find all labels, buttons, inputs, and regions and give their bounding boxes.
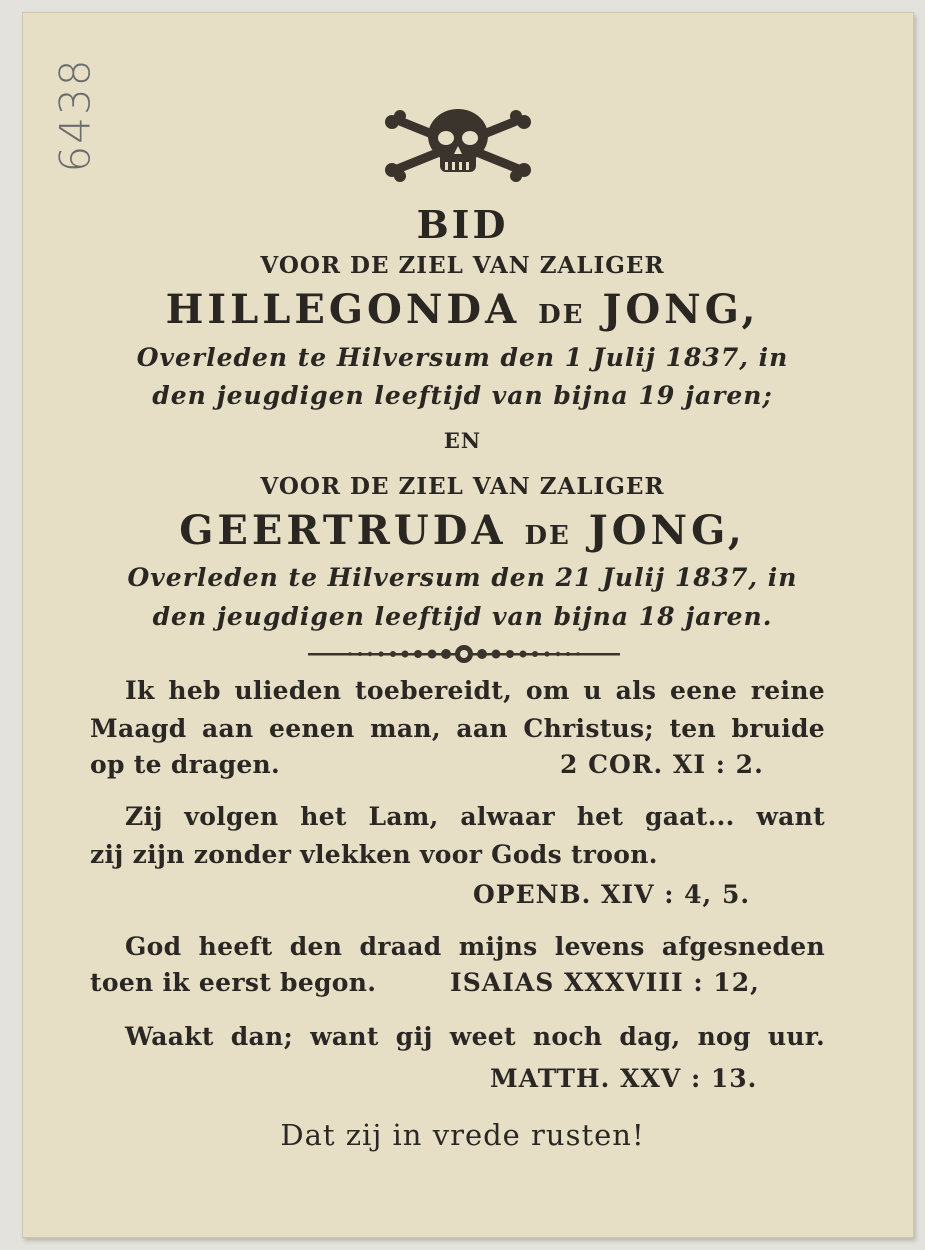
handwritten-note: 6438 bbox=[50, 57, 100, 173]
conjunction-en: EN bbox=[443, 428, 482, 453]
overleden-1-line-2: den jeugdigen leeftijd van bijna 19 jaren; bbox=[152, 381, 773, 410]
ornament-divider bbox=[308, 642, 620, 666]
verse-1-line-3: op te dragen. bbox=[90, 750, 281, 779]
verse-1-line-1: Ik heb ulieden toebereidt, om u als eene reine bbox=[125, 676, 825, 705]
name2-first: GEERTRUDA bbox=[179, 507, 507, 554]
verse-2-line-2: zij zijn zonder vlekken voor Gods troon. bbox=[90, 840, 658, 869]
verse-2-line-1: Zij volgen het Lam, alwaar het gaat... want bbox=[125, 802, 825, 831]
overleden-2-line-2: den jeugdigen leeftijd van bijna 18 jaren. bbox=[152, 602, 773, 631]
name1-de: DE bbox=[538, 300, 585, 330]
name-geertruda bbox=[0, 507, 925, 554]
closing-line: Dat zij in vrede rusten! bbox=[280, 1118, 645, 1152]
verse-1-reference: 2 COR. XI : 2. bbox=[560, 750, 764, 779]
name-hillegonda bbox=[0, 286, 925, 333]
heading-bid: BID bbox=[416, 202, 509, 247]
overleden-2-line-1: Overleden te Hilversum den 21 Julij 1837, in bbox=[127, 563, 798, 592]
verse-3-line-2: toen ik eerst begon. bbox=[90, 968, 377, 997]
voor-de-ziel-1: VOOR DE ZIEL VAN ZALIGER bbox=[260, 252, 665, 279]
name2-de: DE bbox=[524, 521, 571, 551]
verse-4-reference: MATTH. XXV : 13. bbox=[490, 1064, 758, 1093]
overleden-1-line-1: Overleden te Hilversum den 1 Julij 1837, in bbox=[136, 343, 789, 372]
name2-last: JONG, bbox=[588, 507, 746, 554]
verse-4-line-1: Waakt dan; want gij weet noch dag, nog uur. bbox=[125, 1022, 825, 1051]
voor-de-ziel-2: VOOR DE ZIEL VAN ZALIGER bbox=[260, 473, 665, 500]
skull-crossbones-icon bbox=[382, 104, 534, 186]
verse-1-line-2: Maagd aan eenen man, aan Christus; ten bruide bbox=[90, 714, 825, 743]
verse-3-reference: ISAIAS XXXVIII : 12, bbox=[450, 968, 760, 997]
name1-last: JONG, bbox=[602, 286, 760, 333]
name1-first: HILLEGONDA bbox=[165, 286, 521, 333]
verse-2-reference: OPENB. XIV : 4, 5. bbox=[473, 880, 751, 909]
verse-3-line-1: God heeft den draad mijns levens afgesneden bbox=[125, 932, 825, 961]
